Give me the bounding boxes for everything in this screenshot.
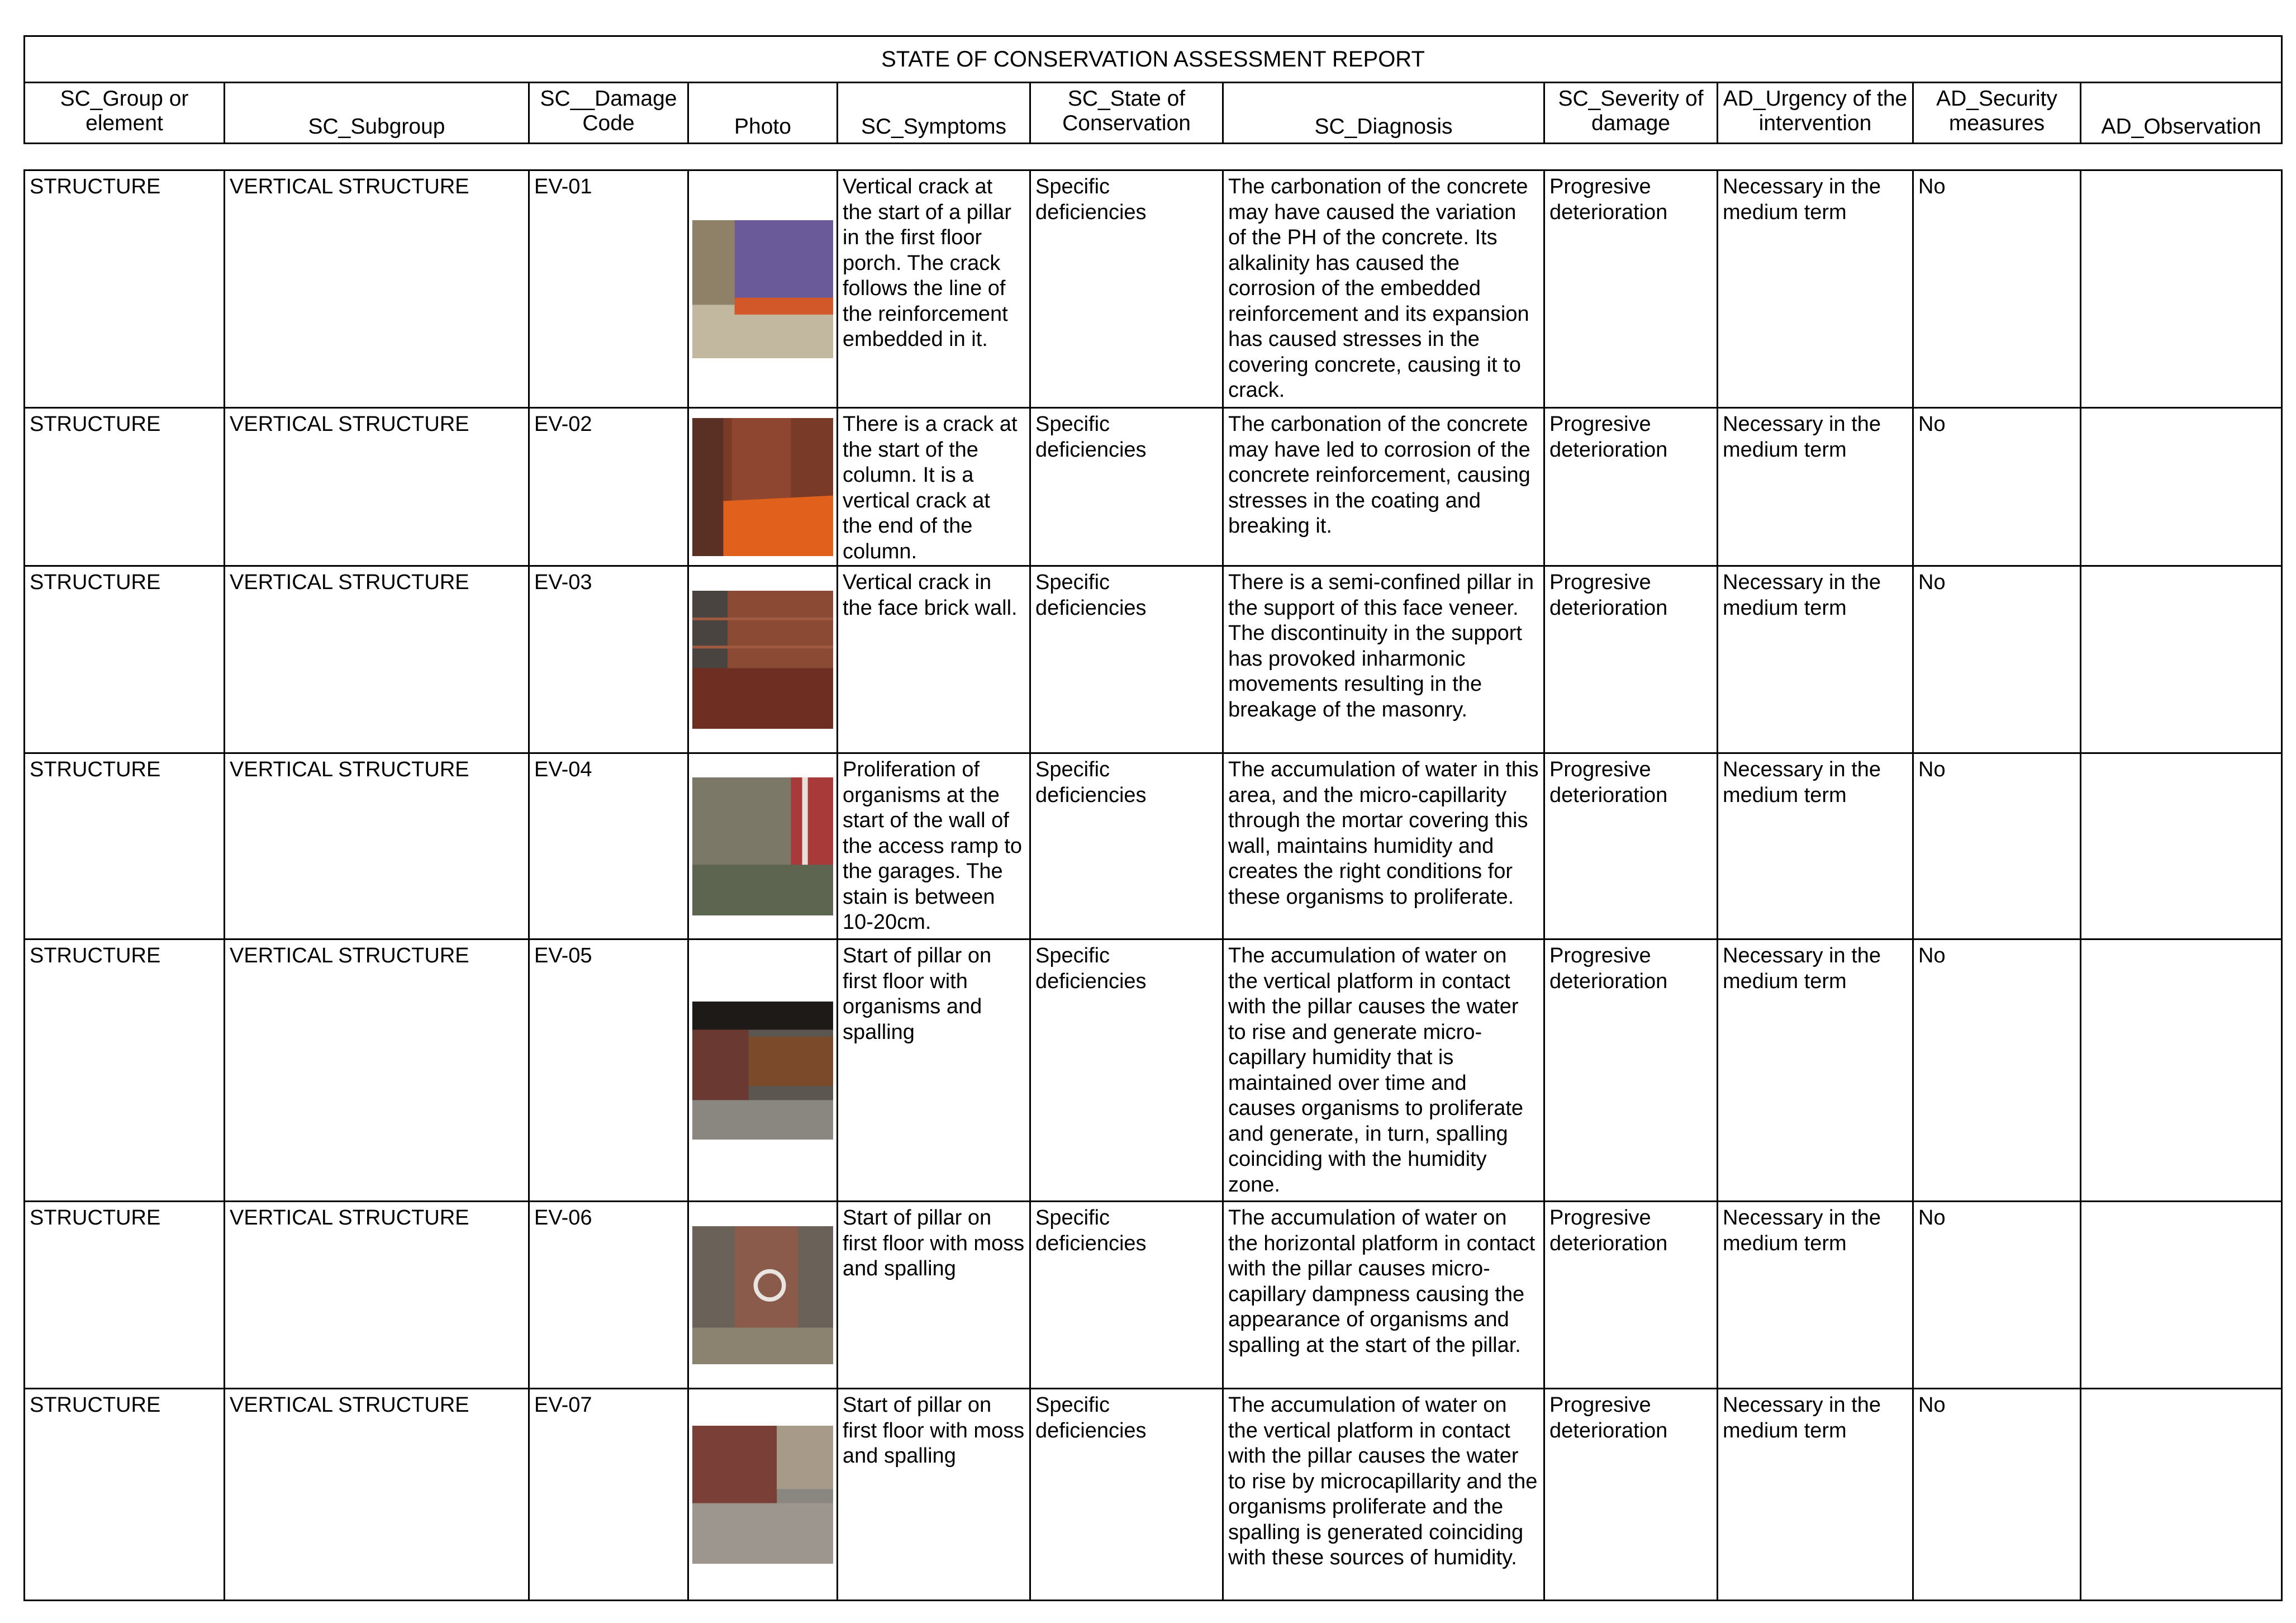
severity-cell: Progresive deterioration xyxy=(1544,170,1718,408)
urgency-cell: Necessary in the medium term xyxy=(1718,170,1913,408)
group-cell: STRUCTURE xyxy=(25,1202,225,1389)
state-cell: Specific deficiencies xyxy=(1030,1389,1223,1601)
state-cell: Specific deficiencies xyxy=(1030,1202,1223,1389)
column-header-damage-code: SC__Damage Code xyxy=(529,83,688,144)
photo-cell xyxy=(688,939,838,1202)
diagnosis-cell: The accumulation of water in this area, and the micro-capillarity through the mortar covering this wall, maintains humidity and creates the right conditions for these organisms to proliferate. xyxy=(1223,753,1544,939)
security-cell: No xyxy=(1913,753,2081,939)
damage-code-cell: EV-06 xyxy=(529,1202,688,1389)
security-cell: No xyxy=(1913,1202,2081,1389)
diagnosis-cell: The accumulation of water on the vertical platform in contact with the pillar causes the water to rise by microcapillarity and the organisms proliferate and the spalling is generated coinciding with these sources of humidity. xyxy=(1223,1389,1544,1601)
photo-cell xyxy=(688,1389,838,1601)
group-cell: STRUCTURE xyxy=(25,753,225,939)
subgroup-cell: VERTICAL STRUCTURE xyxy=(225,1202,529,1389)
column-header-photo: Photo xyxy=(688,83,838,144)
symptoms-cell: There is a crack at the start of the column. It is a vertical crack at the end of the column. xyxy=(838,408,1030,566)
observation-cell xyxy=(2081,939,2282,1202)
state-cell: Specific deficiencies xyxy=(1030,170,1223,408)
table-row xyxy=(25,1389,2282,1601)
security-cell: No xyxy=(1913,1389,2081,1601)
damage-code-cell: EV-04 xyxy=(529,753,688,939)
photo-cell xyxy=(688,753,838,939)
photo-column-crack xyxy=(692,418,833,556)
subgroup-cell: VERTICAL STRUCTURE xyxy=(225,939,529,1202)
photo-pillar-spalling xyxy=(692,1002,833,1140)
photo-brick-wall-crack xyxy=(692,591,833,729)
subgroup-cell: VERTICAL STRUCTURE xyxy=(225,753,529,939)
security-cell: No xyxy=(1913,170,2081,408)
group-cell: STRUCTURE xyxy=(25,408,225,566)
damage-code-cell: EV-02 xyxy=(529,408,688,566)
column-header-state-of-conservation: SC_State of Conservation xyxy=(1030,83,1223,144)
group-cell: STRUCTURE xyxy=(25,566,225,753)
symptoms-cell: Vertical crack at the start of a pillar in the first floor porch. The crack follows the line of the reinforcement embedded in it. xyxy=(838,170,1030,408)
state-cell: Specific deficiencies xyxy=(1030,408,1223,566)
severity-cell: Progresive deterioration xyxy=(1544,408,1718,566)
column-header-security-measures: AD_Security measures xyxy=(1913,83,2081,144)
table-row xyxy=(25,566,2282,753)
state-cell: Specific deficiencies xyxy=(1030,753,1223,939)
severity-cell: Progresive deterioration xyxy=(1544,566,1718,753)
diagnosis-cell: The accumulation of water on the vertical platform in contact with the pillar causes the water to rise and generate micro-capillary humidity that is maintained over time and causes organisms to proliferate and generate, in turn, spalling coinciding with the humidity zone. xyxy=(1223,939,1544,1202)
observation-cell xyxy=(2081,1389,2282,1601)
photo-cell xyxy=(688,170,838,408)
damage-code-cell: EV-05 xyxy=(529,939,688,1202)
subgroup-cell: VERTICAL STRUCTURE xyxy=(225,408,529,566)
column-header-symptoms: SC_Symptoms xyxy=(838,83,1030,144)
observation-cell xyxy=(2081,1202,2282,1389)
observation-cell xyxy=(2081,170,2282,408)
column-header-observation: AD_Observation xyxy=(2081,83,2282,144)
urgency-cell: Necessary in the medium term xyxy=(1718,753,1913,939)
subgroup-cell: VERTICAL STRUCTURE xyxy=(225,170,529,408)
severity-cell: Progresive deterioration xyxy=(1544,753,1718,939)
column-header-diagnosis: SC_Diagnosis xyxy=(1223,83,1544,144)
urgency-cell: Necessary in the medium term xyxy=(1718,939,1913,1202)
state-cell: Specific deficiencies xyxy=(1030,566,1223,753)
photo-cell xyxy=(688,408,838,566)
severity-cell: Progresive deterioration xyxy=(1544,1389,1718,1601)
symptoms-cell: Start of pillar on first floor with moss and spalling xyxy=(838,1389,1030,1601)
group-cell: STRUCTURE xyxy=(25,939,225,1202)
subgroup-cell: VERTICAL STRUCTURE xyxy=(225,566,529,753)
photo-cell xyxy=(688,566,838,753)
column-header-subgroup: SC_Subgroup xyxy=(225,83,529,144)
security-cell: No xyxy=(1913,408,2081,566)
table-row xyxy=(25,1202,2282,1389)
report-title: STATE OF CONSERVATION ASSESSMENT REPORT xyxy=(25,36,2282,83)
table-row xyxy=(25,170,2282,408)
column-header-severity: SC_Severity of damage xyxy=(1544,83,1718,144)
report-header-table xyxy=(23,35,2283,144)
damage-code-cell: EV-01 xyxy=(529,170,688,408)
photo-cell xyxy=(688,1202,838,1389)
photo-pillar-moss xyxy=(692,1226,833,1364)
group-cell: STRUCTURE xyxy=(25,170,225,408)
diagnosis-cell: The carbonation of the concrete may have led to corrosion of the concrete reinforcement, causing stresses in the coating and breaking it. xyxy=(1223,408,1544,566)
damage-code-cell: EV-07 xyxy=(529,1389,688,1601)
diagnosis-cell: The carbonation of the concrete may have caused the variation of the PH of the concrete. Its alkalinity has caused the corrosion of the embedded reinforcement and its expansion has caused stresses in the covering concrete, causing it to crack. xyxy=(1223,170,1544,408)
severity-cell: Progresive deterioration xyxy=(1544,1202,1718,1389)
damage-code-cell: EV-03 xyxy=(529,566,688,753)
photo-ramp-wall-organisms xyxy=(692,777,833,915)
state-cell: Specific deficiencies xyxy=(1030,939,1223,1202)
table-row xyxy=(25,408,2282,566)
security-cell: No xyxy=(1913,566,2081,753)
table-row xyxy=(25,939,2282,1202)
urgency-cell: Necessary in the medium term xyxy=(1718,1389,1913,1601)
symptoms-cell: Vertical crack in the face brick wall. xyxy=(838,566,1030,753)
observation-cell xyxy=(2081,408,2282,566)
group-cell: STRUCTURE xyxy=(25,1389,225,1601)
urgency-cell: Necessary in the medium term xyxy=(1718,566,1913,753)
photo-pillar-moss-spalling xyxy=(692,1426,833,1564)
symptoms-cell: Proliferation of organisms at the start of the wall of the access ramp to the garages. The stain is between 10-20cm. xyxy=(838,753,1030,939)
observation-cell xyxy=(2081,566,2282,753)
subgroup-cell: VERTICAL STRUCTURE xyxy=(225,1389,529,1601)
column-header-urgency: AD_Urgency of the intervention xyxy=(1718,83,1913,144)
photo-pillar-crack xyxy=(692,220,833,358)
urgency-cell: Necessary in the medium term xyxy=(1718,1202,1913,1389)
table-row xyxy=(25,753,2282,939)
observation-cell xyxy=(2081,753,2282,939)
column-header-group: SC_Group or element xyxy=(25,83,225,144)
report-body-table xyxy=(23,169,2283,1601)
diagnosis-cell: There is a semi-confined pillar in the support of this face veneer. The discontinuity in the support has provoked inharmonic movements resulting in the breakage of the masonry. xyxy=(1223,566,1544,753)
security-cell: No xyxy=(1913,939,2081,1202)
symptoms-cell: Start of pillar on first floor with moss and spalling xyxy=(838,1202,1030,1389)
severity-cell: Progresive deterioration xyxy=(1544,939,1718,1202)
symptoms-cell: Start of pillar on first floor with organisms and spalling xyxy=(838,939,1030,1202)
urgency-cell: Necessary in the medium term xyxy=(1718,408,1913,566)
diagnosis-cell: The accumulation of water on the horizontal platform in contact with the pillar causes micro-capillary dampness causing the appearance of organisms and spalling at the start of the pillar. xyxy=(1223,1202,1544,1389)
